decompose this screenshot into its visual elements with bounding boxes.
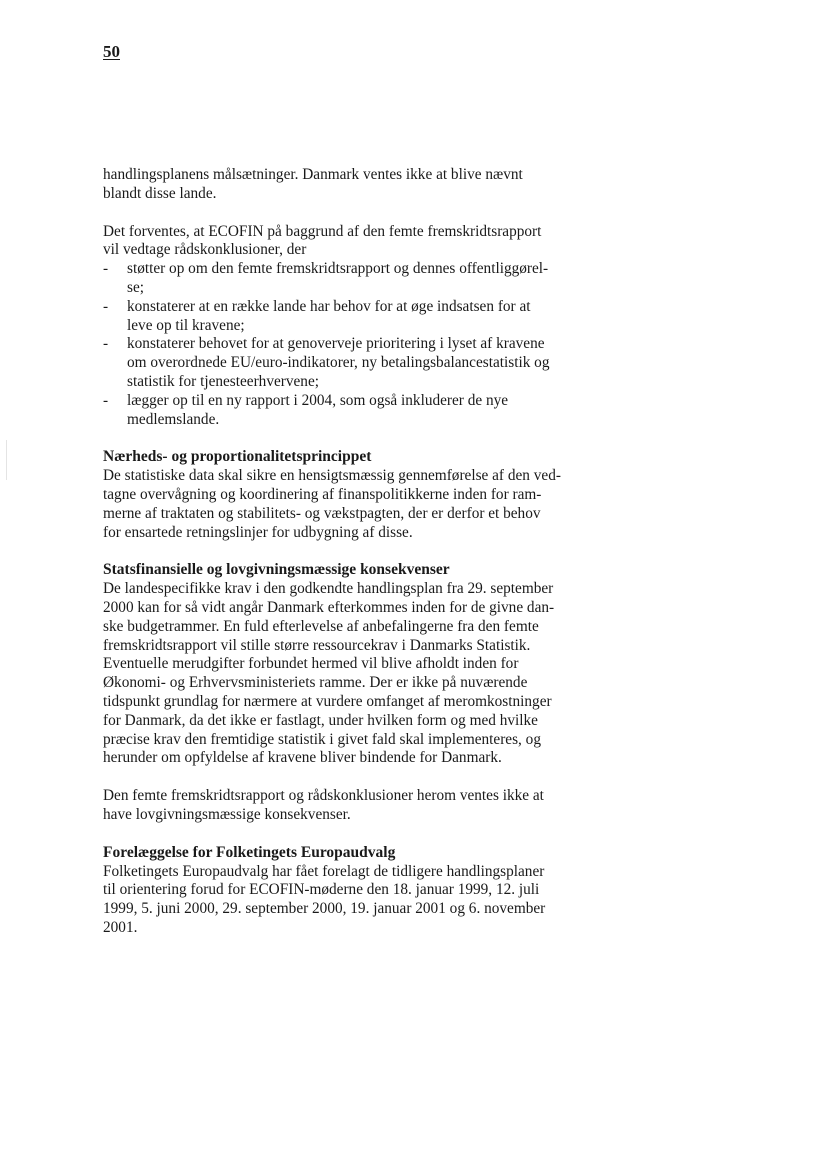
text-line: se;: [127, 278, 144, 296]
dash-bullet: -: [103, 260, 109, 278]
text-line: 2000 kan for så vidt angår Danmark efterkommes inden for de givne dan-: [103, 598, 555, 616]
document-body: [103, 166, 633, 957]
dash-bullet: -: [103, 391, 109, 409]
text-line: lægger op til en ny rapport i 2004, som også inkluderer de nye: [127, 391, 509, 409]
ecofin-paragraph: [103, 223, 633, 430]
section-heading: Nærheds- og proportionalitetsprincippet: [103, 448, 372, 466]
proportionality-section: [103, 448, 633, 542]
page-number: 50: [103, 42, 120, 61]
text-line: støtter op om den femte fremskridtsrapport og dennes offentliggørel-: [127, 260, 549, 278]
text-line: Folketingets Europaudvalg har fået forelagt de tidligere handlingsplaner: [103, 862, 545, 880]
text-line: have lovgivningsmæssige konsekvenser.: [103, 805, 351, 823]
dash-bullet: -: [103, 335, 109, 353]
text-line: 2001.: [103, 918, 138, 936]
text-line: præcise krav den fremtidige statistik i givet fald skal implementeres, og: [103, 730, 541, 748]
text-line: leve op til kravene;: [127, 316, 245, 334]
text-line: Eventuelle merudgifter forbundet hermed vil blive afholdt inden for: [103, 655, 519, 673]
text-line: medlemslande.: [127, 410, 220, 428]
text-line: Den femte fremskridtsrapport og rådskonklusioner herom ventes ikke at: [103, 787, 544, 805]
text-line: vil vedtage rådskonklusioner, der: [103, 241, 307, 259]
scan-edge-mark: [6, 440, 7, 480]
text-line: De statistiske data skal sikre en hensigtsmæssig gennemførelse af den ved-: [103, 467, 561, 485]
conclusions-list: [103, 260, 633, 429]
text-line: Økonomi- og Erhvervsministeriets ramme. Der er ikke på nuværende: [103, 674, 528, 692]
text-line: konstaterer at en række lande har behov for at øge indsatsen for at: [127, 297, 531, 315]
text-line: 1999, 5. juni 2000, 29. september 2000, 19. januar 2001 og 6. november: [103, 900, 546, 918]
text-line: for Danmark, da det ikke er fastlagt, under hvilken form og med hvilke: [103, 711, 538, 729]
consequences-section: [103, 561, 633, 768]
dash-bullet: -: [103, 297, 109, 315]
text-line: statistik for tjenesteerhvervene;: [127, 372, 319, 390]
text-line: fremskridtsrapport vil stille større ressourcekrav i Danmarks Statistik.: [103, 636, 531, 654]
list-item: [103, 392, 633, 430]
text-line: for ensartede retningslinjer for udbygning af disse.: [103, 523, 413, 541]
text-line: til orientering forud for ECOFIN-møderne den 18. januar 1999, 12. juli: [103, 881, 540, 899]
list-item: [103, 335, 633, 391]
list-item: [103, 260, 633, 298]
text-line: merne af traktaten og stabilitets- og vækstpagten, der er derfor et behov: [103, 504, 541, 522]
committee-section: [103, 844, 633, 938]
text-line: tidspunkt grundlag for nærmere at vurdere omfanget af meromkostninger: [103, 692, 552, 710]
text-line: om overordnede EU/euro-indikatorer, ny betalingsbalancestatistik og: [127, 354, 550, 372]
text-line: De landespecifikke krav i den godkendte handlingsplan fra 29. september: [103, 580, 554, 598]
text-line: blandt disse lande.: [103, 184, 217, 202]
text-line: handlingsplanens målsætninger. Danmark ventes ikke at blive nævnt: [103, 166, 523, 183]
text-line: ske budgetrammer. En fuld efterlevelse af anbefalingerne fra den femte: [103, 617, 539, 635]
section-heading: Statsfinansielle og lovgivningsmæssige konsekvenser: [103, 561, 450, 579]
text-line: Det forventes, at ECOFIN på baggrund af den femte fremskridtsrapport: [103, 222, 542, 240]
section-heading: Forelæggelse for Folketingets Europaudvalg: [103, 843, 396, 861]
intro-paragraph: [103, 166, 633, 204]
text-line: konstaterer behovet for at genoverveje prioritering i lyset af kravene: [127, 335, 545, 353]
text-line: herunder om opfyldelse af kravene bliver bindende for Danmark.: [103, 749, 502, 767]
no-legislation-paragraph: [103, 787, 633, 825]
text-line: tagne overvågning og koordinering af finanspolitikkerne inden for ram-: [103, 485, 542, 503]
list-item: [103, 298, 633, 336]
